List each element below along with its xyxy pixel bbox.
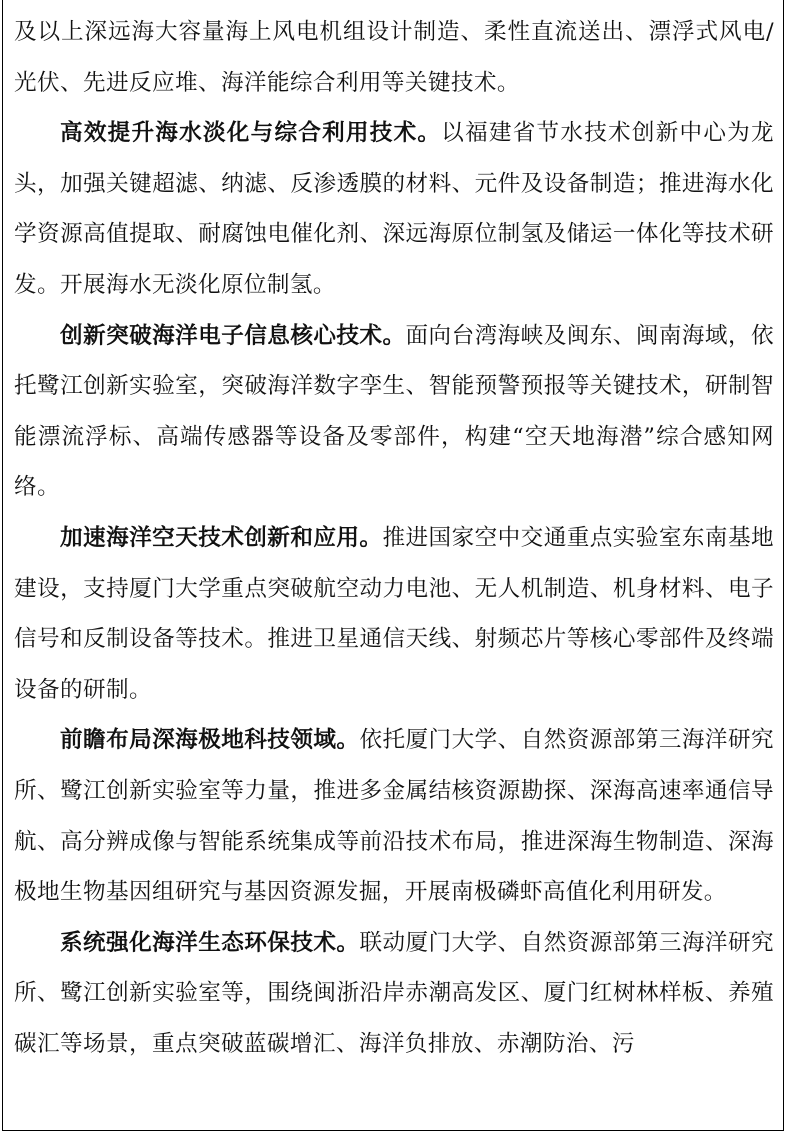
document-body <box>14 7 774 1069</box>
paragraph-ecology <box>14 918 774 1070</box>
paragraph-body: 联动厦门大学、自然资源部第三海洋研究所、鹭江创新实验室等，围绕闽浙沿岸赤潮高发区、厦门红树林样板、养殖碳汇等场景，重点突破蓝碳增汇、海洋负排放、赤潮防治、污 <box>14 929 774 1057</box>
paragraph-continued <box>14 7 774 108</box>
paragraph-heading: 系统强化海洋生态环保技术。 <box>60 929 360 956</box>
paragraph-aerospace <box>14 513 774 715</box>
paragraph-body: 推进国家空中交通重点实验室东南基地建设，支持厦门大学重点突破航空动力电池、无人机制造、机身材料、电子信号和反制设备等技术。推进卫星通信天线、射频芯片等核心零部件及终端设备的研制。 <box>14 524 774 703</box>
paragraph-desalination <box>14 108 774 310</box>
paragraph-deep-sea-polar <box>14 715 774 917</box>
paragraph-body: 面向台湾海峡及闽东、闽南海域，依托鹭江创新实验室，突破海洋数字孪生、智能预警预报等关键技术，研制智能漂流浮标、高端传感器等设备及零部件，构建“空天地海潜”综合感知网络。 <box>14 322 774 501</box>
paragraph-electronics <box>14 311 774 513</box>
paragraph-body: 以福建省节水技术创新中心为龙头，加强关键超滤、纳滤、反渗透膜的材料、元件及设备制造；推进海水化学资源高值提取、耐腐蚀电催化剂、深远海原位制氢及储运一体化等技术研发。开展海水无淡化原位制氢。 <box>14 120 774 298</box>
paragraph-heading: 加速海洋空天技术创新和应用。 <box>60 524 383 551</box>
paragraph-body: 依托厦门大学、自然资源部第三海洋研究所、鹭江创新实验室等力量，推进多金属结核资源勘探、深海高速率通信导航、高分辨成像与智能系统集成等前沿技术布局，推进深海生物制造、深海极地生物基因组研究与基因资源发掘，开展南极磷虾高值化利用研发。 <box>14 727 774 906</box>
paragraph-heading: 前瞻布局深海极地科技领域。 <box>60 727 360 754</box>
paragraph-heading: 高效提升海水淡化与综合利用技术。 <box>60 120 442 147</box>
paragraph-body: 及以上深远海大容量海上风电机组设计制造、柔性直流送出、漂浮式风电/光伏、先进反应堆、海洋能综合利用等关键技术。 <box>14 19 774 96</box>
paragraph-heading: 创新突破海洋电子信息核心技术。 <box>60 322 406 349</box>
